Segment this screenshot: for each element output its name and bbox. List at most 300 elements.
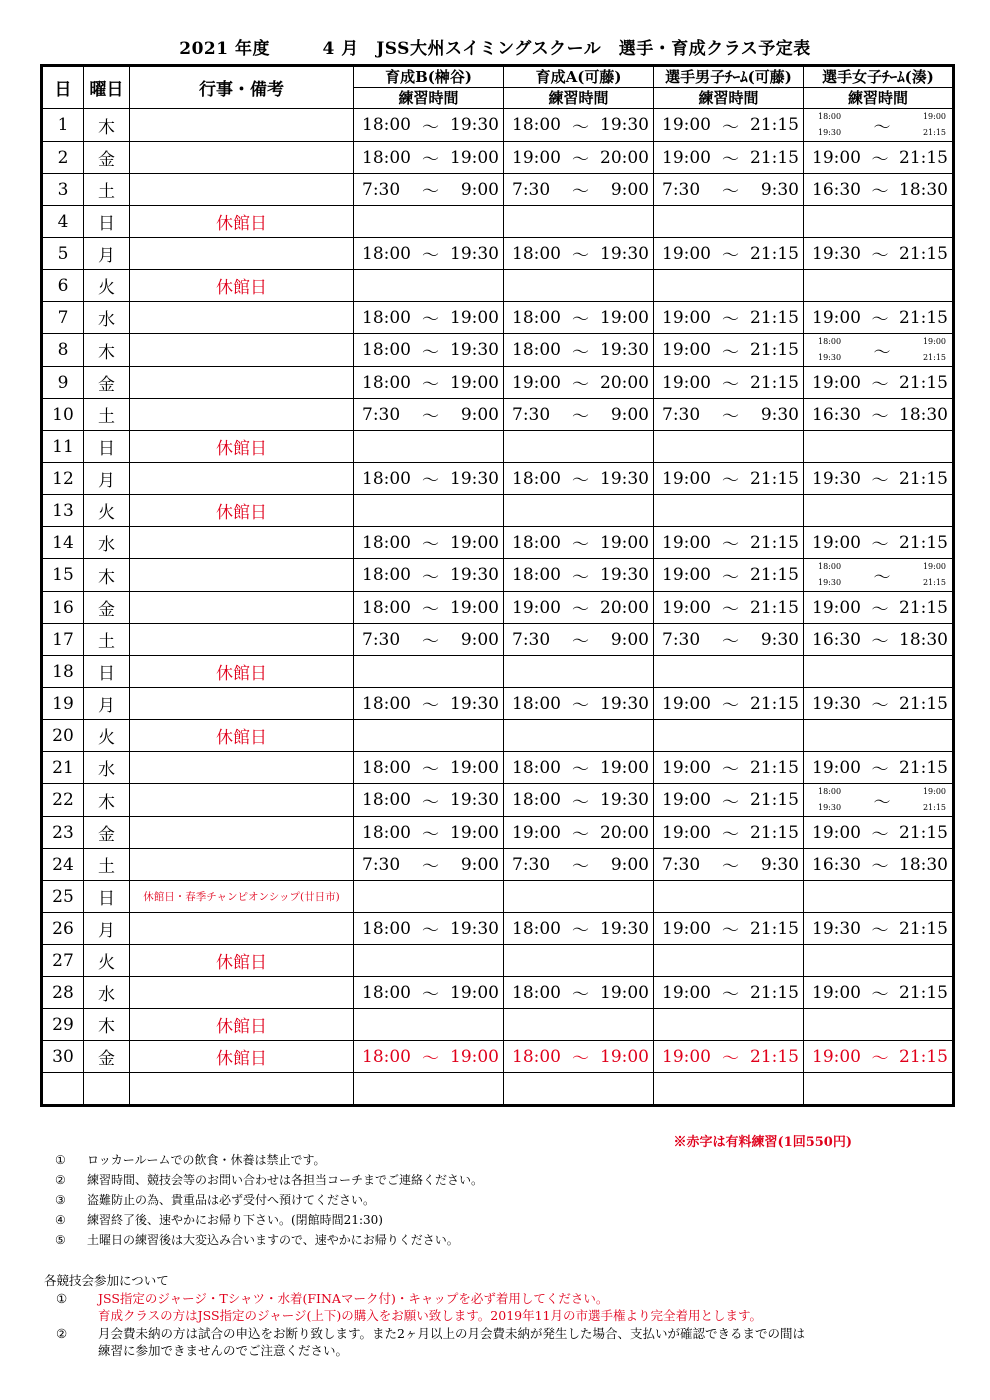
end-time: 19:30	[600, 790, 649, 810]
start-time: 19:00	[662, 790, 711, 810]
end-time: 9:00	[460, 404, 499, 425]
time-cell	[654, 206, 804, 238]
time-cell	[504, 720, 654, 752]
start-time: 18:00	[512, 468, 561, 489]
tilde: ～	[572, 792, 589, 813]
time-cell	[504, 109, 654, 142]
table-row	[42, 142, 954, 174]
end-time: 9:00	[460, 629, 499, 650]
tilde: ～	[572, 117, 589, 138]
note-cell: 休館日	[130, 270, 354, 302]
time-cell	[504, 977, 654, 1009]
day-cell: 12	[42, 463, 84, 495]
time-cell	[804, 849, 954, 881]
tilde: ～	[422, 535, 439, 555]
day-cell: 24	[42, 849, 84, 881]
time-cell	[654, 656, 804, 688]
tilde: ～	[572, 825, 589, 845]
weekday-cell: 金	[84, 817, 130, 849]
weekday-cell	[84, 1073, 130, 1106]
end-time: 21:15	[750, 243, 799, 264]
table-row	[42, 527, 954, 559]
header-class-ikusei-a: 育成A(可藤)	[504, 66, 654, 88]
start-time: 19:00	[812, 1046, 861, 1067]
day-cell	[42, 1073, 84, 1106]
end-time: 21:15	[899, 757, 948, 778]
tilde: ～	[871, 246, 889, 266]
time-cell	[504, 913, 654, 945]
note-cell	[130, 334, 354, 367]
start-time: 18:00	[362, 340, 411, 360]
weekday-cell: 日	[84, 206, 130, 238]
time-cell	[654, 142, 804, 174]
start-time: 19:00	[662, 372, 711, 393]
tilde: ～	[572, 632, 589, 652]
tilde: ～	[871, 985, 889, 1005]
time-cell	[504, 881, 654, 913]
tilde: ～	[422, 696, 439, 716]
tilde: ～	[422, 117, 439, 138]
tilde: ～	[722, 535, 739, 555]
start-time: 18:00	[362, 757, 411, 778]
time-cell	[804, 206, 954, 238]
start-time: 18:00	[362, 693, 411, 714]
time-cell	[654, 1009, 804, 1041]
time-cell	[354, 109, 504, 142]
weekday-cell: 金	[84, 367, 130, 399]
start-time: 19:00	[512, 597, 561, 618]
end-time: 21:15	[899, 982, 948, 1003]
time-cell	[354, 495, 504, 527]
weekday-cell: 土	[84, 174, 130, 206]
tilde: ～	[572, 1049, 589, 1069]
time-cell	[354, 1009, 504, 1041]
time-cell	[804, 238, 954, 270]
end-time: 21:15	[750, 757, 799, 778]
header-class-boys-team: 選手男子ﾁｰﾑ(可藤)	[654, 66, 804, 88]
table-row	[42, 174, 954, 206]
end-time: 9:00	[610, 854, 649, 875]
table-row	[42, 656, 954, 688]
time-cell	[354, 559, 504, 592]
time-cell	[804, 881, 954, 913]
start-time: 19:00	[512, 147, 561, 168]
weekday-cell: 木	[84, 334, 130, 367]
tilde: ～	[572, 857, 589, 877]
end-time: 19:30	[450, 693, 499, 714]
end-time: 21:15	[899, 307, 948, 328]
table-row	[42, 945, 954, 977]
tilde: ～	[722, 825, 739, 845]
end-time: 9:30	[760, 629, 799, 650]
tilde: ～	[422, 375, 439, 395]
start-time: 19:00	[662, 918, 711, 939]
rule-item: ④ 練習終了後、速やかにお帰り下さい。(閉館時間21:30)	[55, 1213, 383, 1227]
note-cell: 休館日	[130, 945, 354, 977]
time-cell	[654, 1073, 804, 1106]
note-cell	[130, 752, 354, 784]
end-time: 19:00	[450, 597, 499, 618]
weekday-cell: 月	[84, 688, 130, 720]
time-cell	[354, 142, 504, 174]
table-row	[42, 1009, 954, 1041]
time-cell	[354, 206, 504, 238]
time-cell	[654, 913, 804, 945]
table-row	[42, 913, 954, 945]
tilde: ～	[722, 471, 739, 491]
tilde: ～	[572, 182, 589, 202]
table-row	[42, 1041, 954, 1073]
day-cell: 3	[42, 174, 84, 206]
table-row	[42, 720, 954, 752]
competition-item: ② 月会費未納の方は試合の申込をお断り致します。また2ヶ月以上の月会費未納が発生した場合、支払いが確認できるまでの間は 練習に参加できませんのでご注意ください。	[56, 1325, 805, 1358]
day-cell: 17	[42, 624, 84, 656]
time-cell	[504, 559, 654, 592]
end-time: 19:30	[600, 115, 649, 135]
note-cell	[130, 624, 354, 656]
table-row	[42, 270, 954, 302]
end-time: 19:30	[600, 243, 649, 264]
start-time: 18:00	[362, 822, 411, 843]
start-time: 19:00	[662, 340, 711, 360]
table-row	[42, 238, 954, 270]
time-cell	[504, 1041, 654, 1073]
note-cell	[130, 817, 354, 849]
time-cell	[804, 977, 954, 1009]
time-cell	[654, 720, 804, 752]
tilde: ～	[572, 985, 589, 1005]
page-title: 2021 年度 4 月 JSS大州スイミングスクール 選手・育成クラス予定表	[179, 39, 811, 59]
start-time: 7:30	[662, 404, 701, 425]
end-time: 9:00	[610, 179, 649, 200]
time-cell: 18:00 19:30 ～ 19:00 21:15	[804, 559, 954, 592]
start-time: 7:30	[662, 179, 701, 200]
weekday-cell: 火	[84, 270, 130, 302]
table-row	[42, 399, 954, 431]
note-cell	[130, 174, 354, 206]
note-cell	[130, 784, 354, 817]
tilde: ～	[871, 760, 889, 780]
time-cell	[654, 1041, 804, 1073]
start-time: 19:00	[662, 565, 711, 585]
start-time: 18:00	[362, 147, 411, 168]
end-time: 21:15	[899, 597, 948, 618]
time-cell	[354, 1073, 504, 1106]
end-time: 19:00	[450, 372, 499, 393]
end-time: 20:00	[600, 147, 649, 168]
table-row	[42, 592, 954, 624]
day-cell: 4	[42, 206, 84, 238]
start-time: 19:30	[812, 243, 861, 264]
time-cell	[654, 109, 804, 142]
start-time: 19:00	[812, 372, 861, 393]
time-cell	[354, 817, 504, 849]
start-time: 18:00	[362, 372, 411, 393]
time-cell	[354, 1041, 504, 1073]
end-time: 19:00	[600, 307, 649, 328]
end-time: 21:15	[750, 115, 799, 135]
end-time: 18:30	[899, 629, 948, 650]
time-cell	[354, 945, 504, 977]
header-practice-time: 練習時間	[804, 88, 954, 109]
header-day: 日	[42, 66, 84, 109]
end-time: 19:00	[450, 532, 499, 553]
time-cell	[504, 688, 654, 720]
start-time: 7:30	[362, 404, 401, 425]
note-cell	[130, 142, 354, 174]
time-cell	[504, 784, 654, 817]
tilde: ～	[871, 600, 889, 620]
header-practice-time: 練習時間	[354, 88, 504, 109]
tilde: ～	[722, 117, 739, 138]
end-time: 19:30	[450, 790, 499, 810]
start-time: 19:00	[812, 982, 861, 1003]
day-cell: 29	[42, 1009, 84, 1041]
time-cell	[354, 784, 504, 817]
end-time: 21:15	[899, 1046, 948, 1067]
end-time: 19:30	[450, 340, 499, 360]
tilde: ～	[422, 1049, 439, 1069]
end-time: 21:15	[750, 372, 799, 393]
note-cell	[130, 849, 354, 881]
end-time: 21:15	[899, 822, 948, 843]
note-cell: 休館日	[130, 656, 354, 688]
time-cell	[354, 302, 504, 334]
time-cell	[804, 817, 954, 849]
tilde: ～	[722, 310, 739, 330]
header-practice-time: 練習時間	[504, 88, 654, 109]
time-cell	[804, 142, 954, 174]
start-time: 19:00	[662, 822, 711, 843]
start-time: 18:00	[362, 918, 411, 939]
start-time: 18:00	[512, 982, 561, 1003]
table-row	[42, 817, 954, 849]
time-cell	[804, 624, 954, 656]
start-time: 7:30	[362, 629, 401, 650]
competition-heading: 各競技会参加について	[44, 1273, 169, 1288]
day-cell: 14	[42, 527, 84, 559]
day-cell: 25	[42, 881, 84, 913]
time-cell	[804, 431, 954, 463]
tilde: ～	[422, 407, 439, 427]
start-time: 19:00	[662, 982, 711, 1003]
time-cell	[504, 142, 654, 174]
table-row	[42, 206, 954, 238]
end-time: 19:00	[600, 1046, 649, 1067]
end-time: 9:30	[760, 179, 799, 200]
time-cell	[804, 913, 954, 945]
weekday-cell: 水	[84, 752, 130, 784]
day-cell: 9	[42, 367, 84, 399]
time-cell	[504, 334, 654, 367]
tilde: ～	[722, 792, 739, 813]
time-cell	[654, 784, 804, 817]
note-cell: 休館日	[130, 431, 354, 463]
weekday-cell: 火	[84, 945, 130, 977]
end-time: 19:30	[600, 340, 649, 360]
tilde: ～	[722, 567, 739, 588]
end-time: 19:30	[600, 693, 649, 714]
time-cell	[354, 527, 504, 559]
paid-practice-note: ※赤字は有料練習(1回550円)	[673, 1135, 852, 1150]
end-time: 20:00	[600, 822, 649, 843]
time-cell	[504, 463, 654, 495]
tilde: ～	[871, 407, 889, 427]
note-cell	[130, 302, 354, 334]
rule-item: ② 練習時間、競技会等のお問い合わせは各担当コーチまでご連絡ください。	[55, 1173, 484, 1187]
time-cell	[504, 624, 654, 656]
tilde: ～	[871, 632, 889, 652]
tilde: ～	[871, 310, 889, 330]
tilde: ～	[572, 535, 589, 555]
time-cell	[354, 238, 504, 270]
weekday-cell: 火	[84, 720, 130, 752]
tilde: ～	[722, 600, 739, 620]
time-cell: 18:00 19:30 ～ 19:00 21:15	[804, 109, 954, 142]
start-time: 18:00	[512, 243, 561, 264]
time-cell	[504, 1073, 654, 1106]
weekday-cell: 日	[84, 656, 130, 688]
tilde: ～	[873, 567, 891, 588]
time-cell	[654, 945, 804, 977]
time-cell	[804, 1041, 954, 1073]
time-cell	[804, 720, 954, 752]
end-time: 19:30	[450, 468, 499, 489]
start-time: 19:30	[812, 918, 861, 939]
time-cell	[504, 399, 654, 431]
end-time: 21:15	[750, 822, 799, 843]
time-cell	[654, 977, 804, 1009]
tilde: ～	[722, 1049, 739, 1069]
tilde: ～	[422, 150, 439, 170]
table-row	[42, 302, 954, 334]
start-time: 18:00	[512, 532, 561, 553]
tilde: ～	[722, 342, 739, 363]
note-cell	[130, 399, 354, 431]
end-time: 18:30	[899, 179, 948, 200]
end-time: 20:00	[600, 372, 649, 393]
time-cell	[504, 270, 654, 302]
start-time: 19:00	[812, 532, 861, 553]
note-cell	[130, 109, 354, 142]
time-cell	[654, 399, 804, 431]
start-time: 7:30	[512, 629, 551, 650]
time-cell	[354, 334, 504, 367]
weekday-cell: 土	[84, 624, 130, 656]
time-cell	[804, 463, 954, 495]
time-cell	[654, 881, 804, 913]
end-time: 9:00	[460, 179, 499, 200]
time-cell	[804, 688, 954, 720]
end-time: 21:15	[750, 565, 799, 585]
start-time: 7:30	[512, 179, 551, 200]
start-time: 16:30	[812, 629, 861, 650]
table-row	[42, 688, 954, 720]
weekday-cell: 木	[84, 109, 130, 142]
day-cell: 22	[42, 784, 84, 817]
competition-section	[44, 1272, 805, 1360]
end-time: 19:30	[450, 115, 499, 135]
time-cell	[654, 238, 804, 270]
header-class-ikusei-b: 育成B(榊谷)	[354, 66, 504, 88]
tilde: ～	[572, 600, 589, 620]
time-cell: 18:00 19:30 ～ 19:00 21:15	[804, 784, 954, 817]
table-row	[42, 624, 954, 656]
tilde: ～	[871, 825, 889, 845]
tilde: ～	[422, 342, 439, 363]
time-cell	[654, 270, 804, 302]
end-time: 19:00	[450, 307, 499, 328]
end-time: 9:30	[760, 404, 799, 425]
time-cell	[504, 527, 654, 559]
start-time: 19:00	[812, 307, 861, 328]
time-cell	[804, 495, 954, 527]
tilde: ～	[422, 921, 439, 941]
note-cell: 休館日	[130, 1041, 354, 1073]
time-cell	[654, 367, 804, 399]
start-time: 18:00	[362, 565, 411, 585]
tilde: ～	[572, 246, 589, 266]
start-time: 19:00	[812, 597, 861, 618]
end-time: 19:30	[600, 565, 649, 585]
note-cell: 休館日	[130, 495, 354, 527]
end-time: 19:00	[600, 532, 649, 553]
weekday-cell: 月	[84, 463, 130, 495]
time-cell	[654, 688, 804, 720]
start-time: 18:00	[512, 340, 561, 360]
start-time: 19:00	[812, 822, 861, 843]
weekday-cell: 水	[84, 527, 130, 559]
time-cell	[504, 302, 654, 334]
time-cell	[354, 720, 504, 752]
time-cell	[804, 656, 954, 688]
time-cell	[654, 527, 804, 559]
start-time: 7:30	[662, 854, 701, 875]
start-time: 19:00	[662, 147, 711, 168]
note-cell	[130, 977, 354, 1009]
start-time: 18:00	[362, 982, 411, 1003]
time-cell	[354, 431, 504, 463]
time-cell	[354, 977, 504, 1009]
time-cell	[654, 334, 804, 367]
tilde: ～	[422, 567, 439, 588]
tilde: ～	[422, 246, 439, 266]
end-time: 21:15	[750, 340, 799, 360]
note-cell	[130, 688, 354, 720]
tilde: ～	[422, 857, 439, 877]
time-cell	[354, 463, 504, 495]
tilde: ～	[722, 921, 739, 941]
time-cell	[654, 302, 804, 334]
end-time: 21:15	[750, 307, 799, 328]
day-cell: 16	[42, 592, 84, 624]
end-time: 19:00	[450, 822, 499, 843]
tilde: ～	[722, 150, 739, 170]
day-cell: 10	[42, 399, 84, 431]
end-time: 19:00	[450, 147, 499, 168]
header-practice-time: 練習時間	[654, 88, 804, 109]
end-time: 19:00	[600, 757, 649, 778]
end-time: 21:15	[750, 532, 799, 553]
table-row	[42, 559, 954, 592]
end-time: 19:30	[600, 468, 649, 489]
tilde: ～	[422, 471, 439, 491]
weekday-cell: 木	[84, 1009, 130, 1041]
weekday-cell: 火	[84, 495, 130, 527]
table-row	[42, 752, 954, 784]
weekday-cell: 月	[84, 238, 130, 270]
header-events: 行事・備考	[130, 66, 354, 109]
